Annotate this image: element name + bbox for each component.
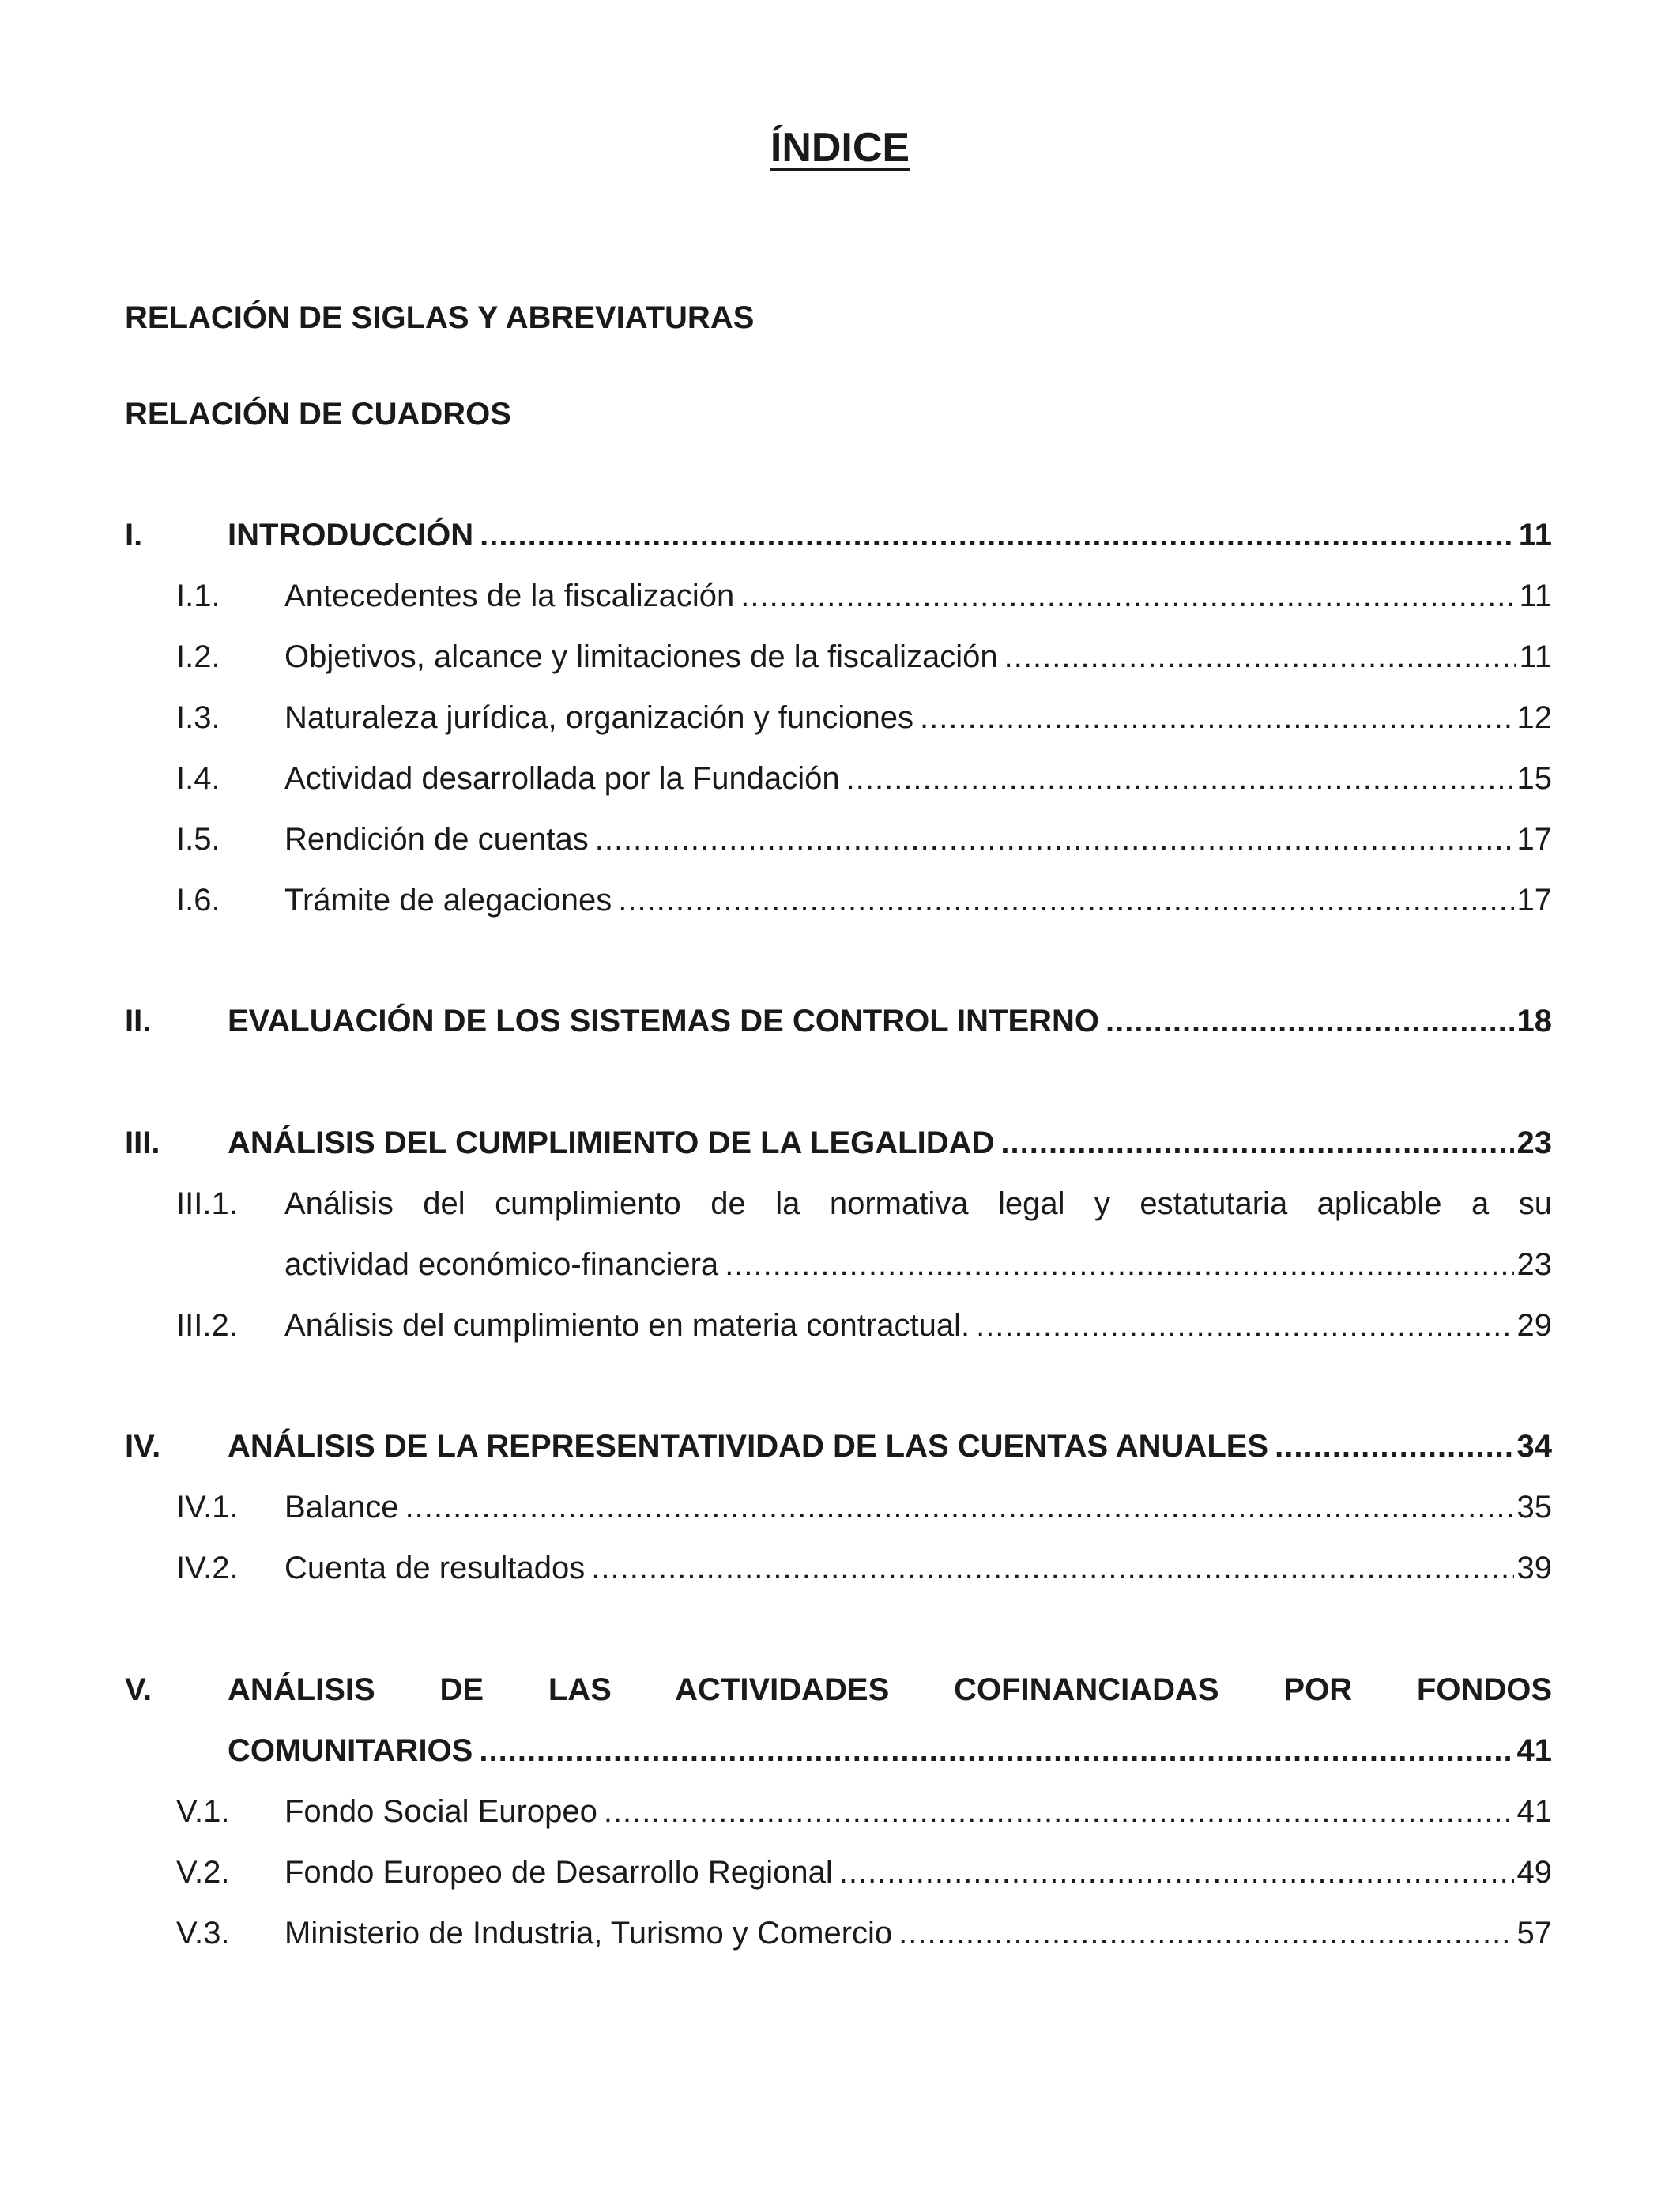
toc-dot-leader [1004,633,1516,680]
toc-entry-label-line1: ANÁLISIS DE LAS ACTIVIDADES COFINANCIADAS POR FONDOS [228,1672,1552,1707]
toc-entry-number: I. [125,518,143,552]
toc-entry-page: 23 [1516,1125,1552,1160]
toc-entry-label: Objetivos, alcance y limitaciones de la fiscalización [284,639,998,674]
toc-dot-leader [618,876,1513,924]
toc-dot-leader [480,511,1516,559]
toc-entry-label: Trámite de alegaciones [284,883,612,918]
toc-dot-leader [846,755,1514,802]
toc-entry-III.1-cont[interactable] [284,1241,1552,1288]
toc-entry-II[interactable] [125,997,1552,1045]
toc-entry-I.2[interactable] [176,633,1552,680]
toc-entry-V[interactable] [125,1666,1552,1713]
toc-dot-leader [740,572,1516,620]
toc-entry-number: I.4. [176,761,220,796]
toc-entry-I.1[interactable] [176,572,1552,620]
toc-entry-number: V.3. [176,1916,230,1951]
toc-entry-number: III.1. [176,1186,238,1221]
toc-dot-leader [920,694,1514,741]
toc-entry-label: ANÁLISIS DE LA REPRESENTATIVIDAD DE LAS CUENTAS ANUALES [228,1429,1269,1464]
page-title: ÍNDICE [770,125,910,171]
toc-entry-page: 15 [1516,761,1552,796]
toc-entry-page: 18 [1516,1004,1552,1039]
toc-entry-number: II. [125,1004,152,1039]
toc-entry-page: 34 [1516,1429,1552,1464]
toc-entry-page: 57 [1516,1916,1552,1951]
toc-entry-label: Análisis del cumplimiento en materia contractual. [284,1308,970,1343]
toc-entry-III.2[interactable] [176,1302,1552,1349]
toc-entry-label: Naturaleza jurídica, organización y funciones [284,700,913,735]
toc-entry-III[interactable] [125,1119,1552,1167]
toc-entry-page: 49 [1516,1855,1552,1890]
toc-entry-number: I.5. [176,822,220,857]
toc-header-cuadros: RELACIÓN DE CUADROS [125,397,511,432]
toc-entry-I.3[interactable] [176,694,1552,741]
toc-entry-IV.2[interactable] [176,1544,1552,1592]
toc-entry-label: EVALUACIÓN DE LOS SISTEMAS DE CONTROL INTERNO [228,1004,1100,1039]
toc-entry-label-line2: actividad económico-financiera [284,1247,719,1282]
toc-entry-number: I.6. [176,883,220,918]
toc-entry-page: 11 [1519,639,1552,674]
toc-dot-leader [591,1544,1513,1592]
toc-entry-label-line2: COMUNITARIOS [228,1733,473,1768]
toc-entry-V.2[interactable] [176,1849,1552,1896]
toc-entry-number: I.1. [176,579,220,613]
toc-entry-page: 12 [1516,700,1552,735]
toc-entry-page: 35 [1516,1490,1552,1525]
toc-entry-number: IV.2. [176,1551,239,1585]
toc-entry-number: III.2. [176,1308,238,1343]
toc-entry-page: 11 [1518,518,1552,552]
toc-entry-III.1[interactable] [176,1180,1552,1227]
toc-entry-V.1[interactable] [176,1788,1552,1835]
toc-entry-label: Balance [284,1490,399,1525]
toc-entry-I.4[interactable] [176,755,1552,802]
toc-entry-V-cont[interactable] [228,1727,1552,1774]
toc-entry-number: IV. [125,1429,161,1464]
toc-dot-leader [1000,1119,1513,1167]
toc-entry-label-line1: Análisis del cumplimiento de la normativa legal y estatutaria aplicable a su [284,1186,1552,1221]
toc-entry-I.5[interactable] [176,816,1552,863]
toc-header-siglas: RELACIÓN DE SIGLAS Y ABREVIATURAS [125,300,755,335]
toc-entry-label: Ministerio de Industria, Turismo y Comercio [284,1916,893,1951]
toc-dot-leader [898,1909,1513,1957]
toc-dot-leader [839,1849,1514,1896]
toc-dot-leader [595,816,1514,863]
toc-entry-I.6[interactable] [176,876,1552,924]
toc-entry-number: III. [125,1125,160,1160]
toc-dot-leader [479,1727,1513,1774]
toc-entry-label: ANÁLISIS DEL CUMPLIMIENTO DE LA LEGALIDAD [228,1125,995,1160]
toc-entry-page: 41 [1516,1794,1552,1829]
toc-dot-leader [976,1302,1513,1349]
toc-entry-number: V.2. [176,1855,230,1890]
toc-dot-leader [725,1241,1513,1288]
toc-dot-leader [604,1788,1514,1835]
toc-entry-number: I.2. [176,639,220,674]
toc-entry-page: 17 [1516,822,1552,857]
toc-entry-page: 29 [1516,1308,1552,1343]
toc-dot-leader [405,1483,1514,1531]
toc-entry-V.3[interactable] [176,1909,1552,1957]
toc-dot-leader [1275,1423,1513,1470]
toc-entry-label: Fondo Europeo de Desarrollo Regional [284,1855,833,1890]
toc-entry-label: Fondo Social Europeo [284,1794,597,1829]
toc-entry-label: Rendición de cuentas [284,822,589,857]
toc-entry-IV.1[interactable] [176,1483,1552,1531]
toc-entry-label: Antecedentes de la fiscalización [284,579,735,613]
toc-entry-page: 11 [1519,579,1552,613]
toc-entry-label: Cuenta de resultados [284,1551,586,1585]
toc-entry-page: 17 [1516,883,1552,918]
toc-entry-label: Actividad desarrollada por la Fundación [284,761,840,796]
toc-entry-page: 39 [1516,1551,1552,1585]
toc-dot-leader [1106,997,1513,1045]
toc-entry-page: 23 [1516,1247,1552,1282]
toc-entry-number: I.3. [176,700,220,735]
toc-entry-number: IV.1. [176,1490,239,1525]
toc-entry-number: V. [125,1672,153,1707]
toc-entry-IV[interactable] [125,1423,1552,1470]
toc-entry-number: V.1. [176,1794,230,1829]
toc-entry-page: 41 [1516,1733,1552,1768]
toc-entry-label: INTRODUCCIÓN [228,518,474,552]
toc-entry-I[interactable] [125,511,1552,559]
